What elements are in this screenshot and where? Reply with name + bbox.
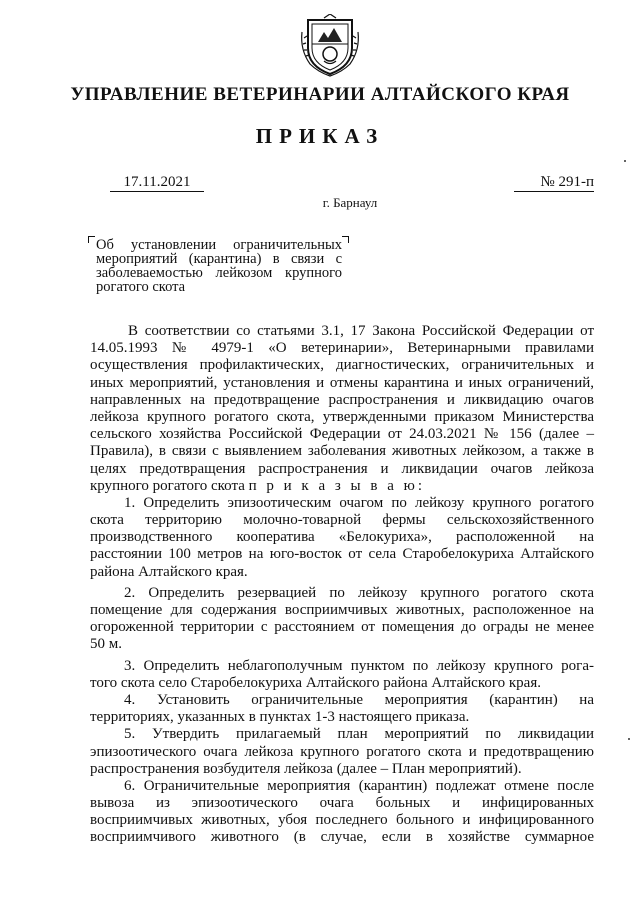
item6-line: восприимчивых животных, убоя последнего больного и инфицированного <box>90 812 594 829</box>
item6-line: вывоза из эпизоотического очага больных и инфицированных <box>90 795 594 812</box>
item1-line: скота территорию молочно-товарной фермы сельскохозяйственного <box>90 512 594 529</box>
document-type: ПРИКАЗ <box>255 124 385 148</box>
preamble-line: осуществления профилактических, диагностических, ограничительных и <box>90 357 594 374</box>
item5-line: распространения возбудителя лейкоза (далее – План мероприятий). <box>90 760 522 777</box>
preamble-last-prefix: крупного рогатого скота <box>90 477 249 494</box>
preamble-line: целях предотвращения распространения и ликвидации очагов лейкоза <box>90 460 594 477</box>
organization-title: УПРАВЛЕНИЕ ВЕТЕРИНАРИИ АЛТАЙСКОГО КРАЯ <box>70 84 570 105</box>
item4-line: территориях, указанных в пунктах 1-3 настоящего приказа. <box>90 709 470 726</box>
subject-bracket-left <box>88 236 95 243</box>
preamble-line: сельского хозяйства Российской Федерации от 24.03.2021 № 156 (далее – <box>90 426 594 443</box>
preamble-last-line <box>90 478 594 495</box>
item6-line: восприимчивого животного (в случае, если в хозяйстве суммарное <box>90 829 594 846</box>
item6-line: 6. Ограничительные мероприятия (карантин) подлежат отмене после <box>124 777 594 794</box>
scan-speck <box>628 738 630 740</box>
subject-line: Об установлении ограничительных <box>96 237 342 253</box>
item2-line: помещение для содержания восприимчивых животных, расположенное на <box>90 602 594 618</box>
subject-line: заболеваемостью лейкозом крупного <box>96 265 342 281</box>
item2-line: 2. Определить резервацией по лейкозу крупного рогатого скота <box>124 584 594 601</box>
subject-line: рогатого скота <box>96 279 186 295</box>
preamble-line: В соответствии со статьями 3.1, 17 Закона Российской Федерации от <box>128 323 594 339</box>
subject-line: мероприятий (карантина) в связи с <box>96 251 342 267</box>
scan-speck <box>624 160 626 162</box>
document-number: № 291-п <box>514 174 594 192</box>
subject-bracket-right <box>342 236 349 243</box>
item1-line: расстоянии 100 метров на юго-восток от села Старобелокуриха Алтайского <box>90 546 594 563</box>
preamble-line: иных мероприятий, установления и отмены карантина и иных ограничений, <box>90 374 594 391</box>
document-date: 17.11.2021 <box>110 174 204 192</box>
preamble-line: направленных на предотвращение распространения и ликвидацию очагов <box>90 391 594 408</box>
item2-line: огороженной территории с расстоянием от помещения до ограды не менее <box>90 619 594 636</box>
preamble-line: 14.05.1993 № 4979-1 «О ветеринарии», Ветеринарными правилами <box>90 340 594 357</box>
item1-line: производственного кооператива «Белокуриха», расположенной на <box>90 529 594 546</box>
item1-line: района Алтайского края. <box>90 563 248 580</box>
item1-line: 1. Определить эпизоотическим очагом по лейкозу крупного рогатого <box>124 494 594 511</box>
preamble-line: лейкоза крупного рогатого скота, утвержденными приказом Министерства <box>90 408 594 425</box>
item5-line: 5. Утвердить прилагаемый план мероприятий по ликвидации <box>124 726 594 743</box>
item2-line: 50 м. <box>90 636 122 653</box>
order-keyword: п р и к а з ы в а ю: <box>248 477 425 494</box>
item4-line: 4. Установить ограничительные мероприятия (карантин) на <box>124 691 594 708</box>
coat-of-arms-icon <box>298 14 362 78</box>
preamble-line: Правила), в связи с выявлением заболевания животных лейкозом, а также в <box>90 443 594 460</box>
document-city: г. Барнаул <box>322 195 378 210</box>
item3-line: того скота село Старобелокуриха Алтайского района Алтайского края. <box>90 674 541 691</box>
document-body <box>90 323 594 847</box>
document-subject <box>96 238 342 294</box>
item5-line: эпизоотического очага лейкоза крупного рогатого скота и предотвращению <box>90 743 594 760</box>
item3-line: 3. Определить неблагополучным пунктом по лейкозу крупного рога- <box>124 657 594 674</box>
